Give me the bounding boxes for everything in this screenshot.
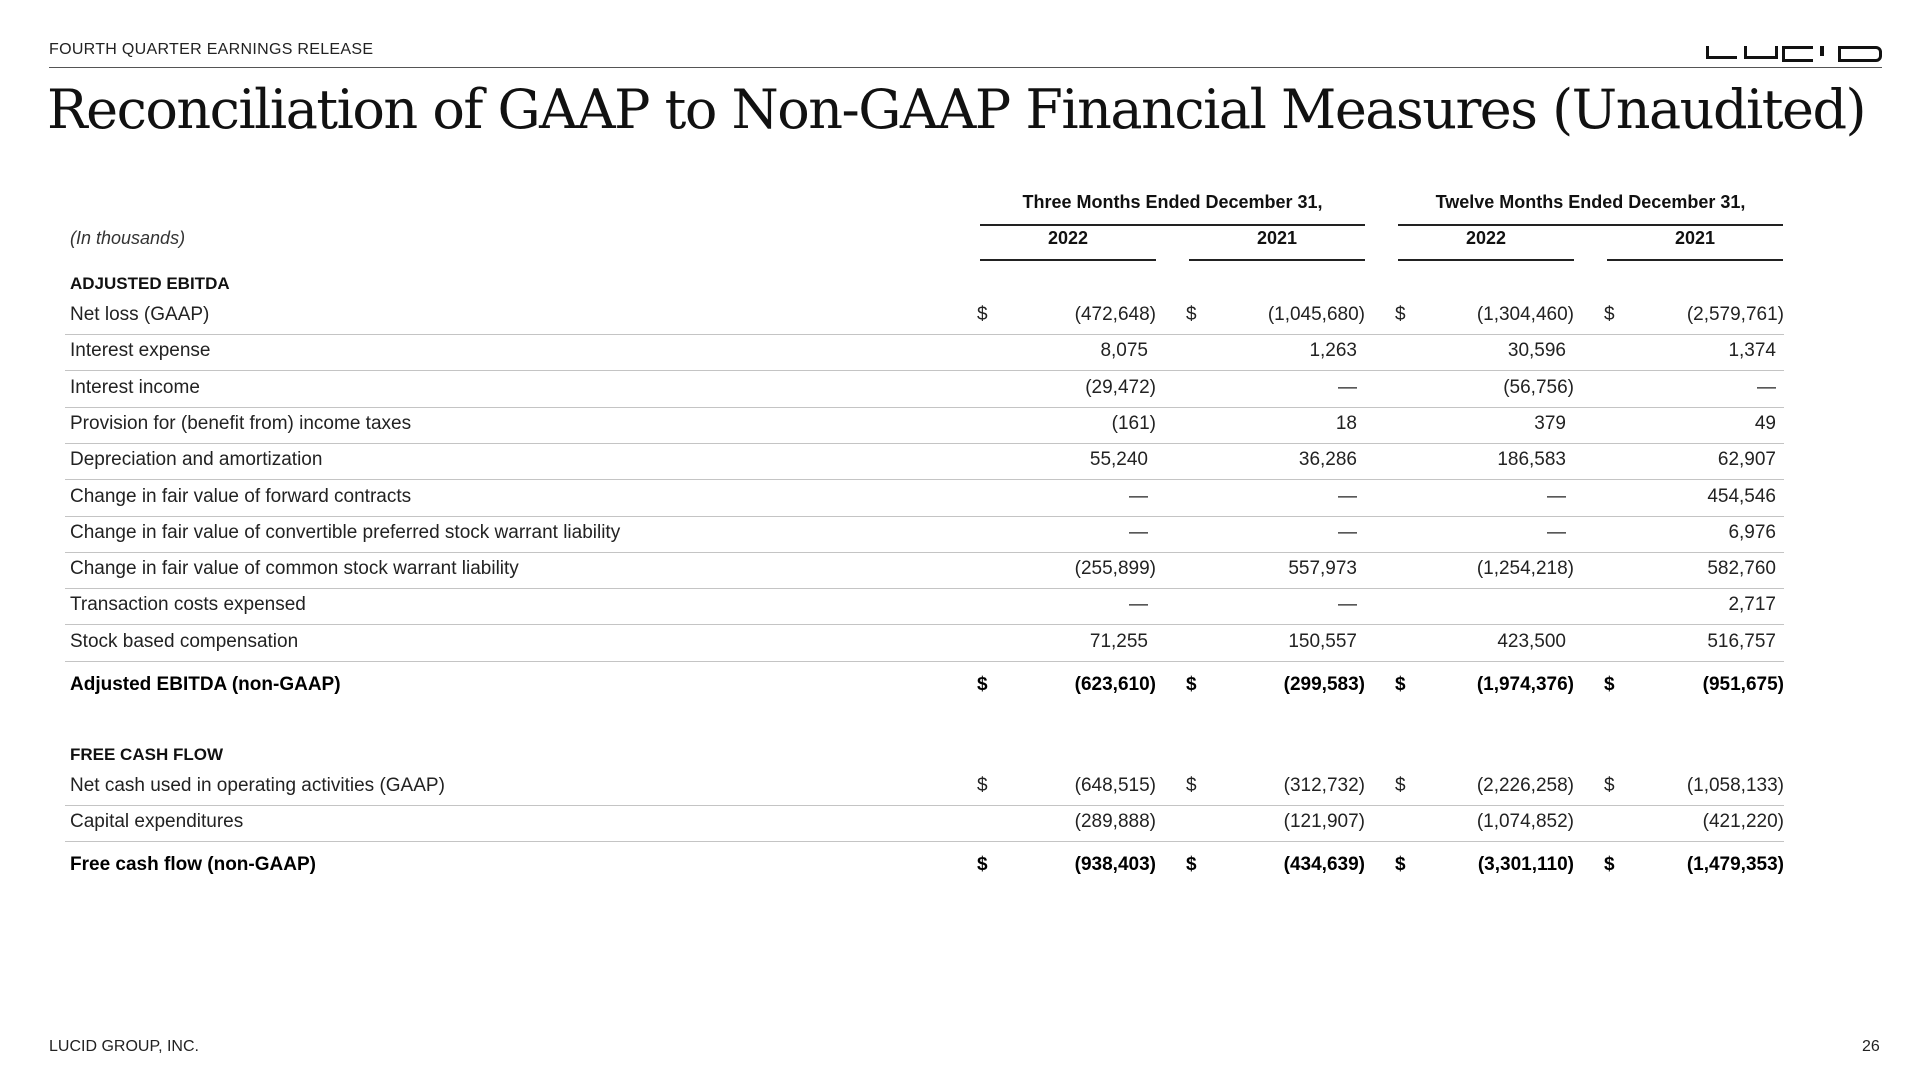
cell-value: 379	[1534, 412, 1566, 434]
row-label: Net loss (GAAP)	[70, 304, 210, 325]
row-label: Net cash used in operating activities (GAAP)	[70, 775, 445, 796]
cell-value: —	[1129, 521, 1148, 543]
year-rule	[980, 259, 1156, 261]
dollar-sign: $	[1604, 304, 1615, 325]
table-row	[65, 769, 1784, 806]
cell-value: (951,675)	[1702, 674, 1784, 695]
cell-value: (1,045,680)	[1267, 304, 1365, 325]
row-label: Change in fair value of convertible preferred stock warrant liability	[70, 521, 621, 543]
cell-value: 30,596	[1507, 340, 1566, 362]
cell-value: 1,263	[1309, 340, 1357, 362]
cell-value: (1,074,852)	[1476, 811, 1574, 833]
cell-value: —	[1547, 485, 1566, 507]
cell-value: (289,888)	[1074, 811, 1156, 833]
year-header: 2021	[1674, 228, 1716, 248]
cell-value: —	[1338, 485, 1357, 507]
section-heading-free-cash-flow: FREE CASH FLOW	[70, 745, 223, 764]
cell-value: 454,546	[1707, 485, 1776, 507]
cell-value: —	[1757, 376, 1776, 398]
cell-value: 1,374	[1728, 340, 1776, 362]
dollar-sign: $	[1186, 775, 1197, 796]
year-header: 2022	[1047, 228, 1089, 248]
cell-value: (623,610)	[1074, 674, 1156, 695]
cell-value: (2,579,761)	[1686, 304, 1784, 325]
cell-value: (1,479,353)	[1686, 854, 1784, 875]
year-header: 2021	[1256, 228, 1298, 248]
cell-value: (1,254,218)	[1476, 558, 1574, 580]
row-label: Capital expenditures	[70, 811, 244, 833]
row-label: Stock based compensation	[70, 630, 299, 652]
year-rule	[1398, 259, 1574, 261]
row-label: Transaction costs expensed	[70, 594, 306, 616]
cell-value: —	[1338, 521, 1357, 543]
dollar-sign: $	[977, 304, 988, 325]
table-row	[65, 516, 1784, 553]
cell-value: —	[1129, 594, 1148, 616]
cell-value: 71,255	[1089, 630, 1148, 652]
total-row	[65, 668, 1784, 704]
cell-value: (1,058,133)	[1686, 775, 1784, 796]
dollar-sign: $	[1604, 775, 1615, 796]
row-label: Change in fair value of forward contracts	[70, 485, 412, 507]
table-row	[65, 334, 1784, 371]
cell-value: (56,756)	[1503, 376, 1574, 398]
cell-value: (161)	[1111, 412, 1156, 434]
cell-value: (421,220)	[1702, 811, 1784, 833]
cell-value: (1,974,376)	[1476, 674, 1574, 695]
year-rule	[1607, 259, 1783, 261]
cell-value: 36,286	[1298, 449, 1357, 471]
cell-value: (648,515)	[1074, 775, 1156, 796]
period-three-months: Three Months Ended December 31,	[1022, 192, 1323, 212]
cell-value: (2,226,258)	[1476, 775, 1574, 796]
cell-value: —	[1338, 376, 1357, 398]
dollar-sign: $	[1186, 304, 1197, 325]
table-row	[65, 407, 1784, 444]
cell-value: (938,403)	[1074, 854, 1156, 875]
table-row	[65, 625, 1784, 662]
row-label: Interest expense	[70, 340, 211, 362]
period-three-rule	[980, 224, 1365, 226]
footer-company: LUCID GROUP, INC.	[49, 1038, 199, 1055]
cell-value: 186,583	[1497, 449, 1566, 471]
row-label: Provision for (benefit from) income taxes	[70, 412, 412, 434]
dollar-sign: $	[977, 674, 988, 695]
year-rule	[1189, 259, 1365, 261]
table-row	[65, 480, 1784, 517]
total-row	[65, 848, 1784, 884]
cell-value: —	[1338, 594, 1357, 616]
cell-value: (121,907)	[1283, 811, 1365, 833]
table-row	[65, 805, 1784, 842]
cell-value: 49	[1754, 412, 1776, 434]
dollar-sign: $	[1395, 674, 1406, 695]
cell-value: (434,639)	[1283, 854, 1365, 875]
dollar-sign: $	[1604, 854, 1615, 875]
year-header: 2022	[1465, 228, 1507, 248]
cell-value: —	[1129, 485, 1148, 507]
units-note: (In thousands)	[70, 228, 186, 248]
cell-value: —	[1547, 521, 1566, 543]
cell-value: (299,583)	[1283, 674, 1365, 695]
cell-value: 18	[1335, 412, 1357, 434]
cell-value: 55,240	[1089, 449, 1148, 471]
period-twelve-rule	[1398, 224, 1783, 226]
dollar-sign: $	[1186, 674, 1197, 695]
table-row	[65, 371, 1784, 408]
cell-value: 6,976	[1728, 521, 1776, 543]
cell-value: (3,301,110)	[1477, 854, 1574, 875]
cell-value: 516,757	[1707, 630, 1776, 652]
dollar-sign: $	[977, 854, 988, 875]
cell-value: (1,304,460)	[1476, 304, 1574, 325]
header-label: FOURTH QUARTER EARNINGS RELEASE	[49, 41, 374, 58]
cell-value: 423,500	[1497, 630, 1566, 652]
cell-value: 62,907	[1717, 449, 1776, 471]
row-label: Adjusted EBITDA (non-GAAP)	[70, 674, 341, 695]
header-rule	[49, 67, 1882, 68]
cell-value: (472,648)	[1074, 304, 1156, 325]
row-label: Free cash flow (non-GAAP)	[70, 854, 316, 875]
dollar-sign: $	[1395, 775, 1406, 796]
dollar-sign: $	[1604, 674, 1615, 695]
table-row	[65, 552, 1784, 589]
dollar-sign: $	[1186, 854, 1197, 875]
lucid-logo	[1706, 46, 1882, 62]
cell-value: (312,732)	[1283, 775, 1365, 796]
period-twelve-months: Twelve Months Ended December 31,	[1435, 192, 1746, 212]
section-heading-adjusted-ebitda: ADJUSTED EBITDA	[70, 274, 230, 293]
row-label: Interest income	[70, 376, 200, 398]
page-title: Reconciliation of GAAP to Non-GAAP Financial Measures (Unaudited)	[47, 78, 1866, 141]
cell-value: 150,557	[1288, 630, 1357, 652]
cell-value: (29,472)	[1085, 376, 1156, 398]
dollar-sign: $	[977, 775, 988, 796]
table-row	[65, 443, 1784, 480]
page-number: 26	[1862, 1038, 1880, 1055]
dollar-sign: $	[1395, 854, 1406, 875]
cell-value: 557,973	[1288, 558, 1357, 580]
dollar-sign: $	[1395, 304, 1406, 325]
cell-value: 8,075	[1100, 340, 1148, 362]
cell-value: (255,899)	[1074, 558, 1156, 580]
row-label: Change in fair value of common stock warrant liability	[70, 558, 519, 580]
table-row	[65, 298, 1784, 335]
row-label: Depreciation and amortization	[70, 449, 323, 471]
cell-value: 582,760	[1707, 558, 1776, 580]
cell-value: 2,717	[1728, 594, 1776, 616]
table-row	[65, 588, 1784, 625]
